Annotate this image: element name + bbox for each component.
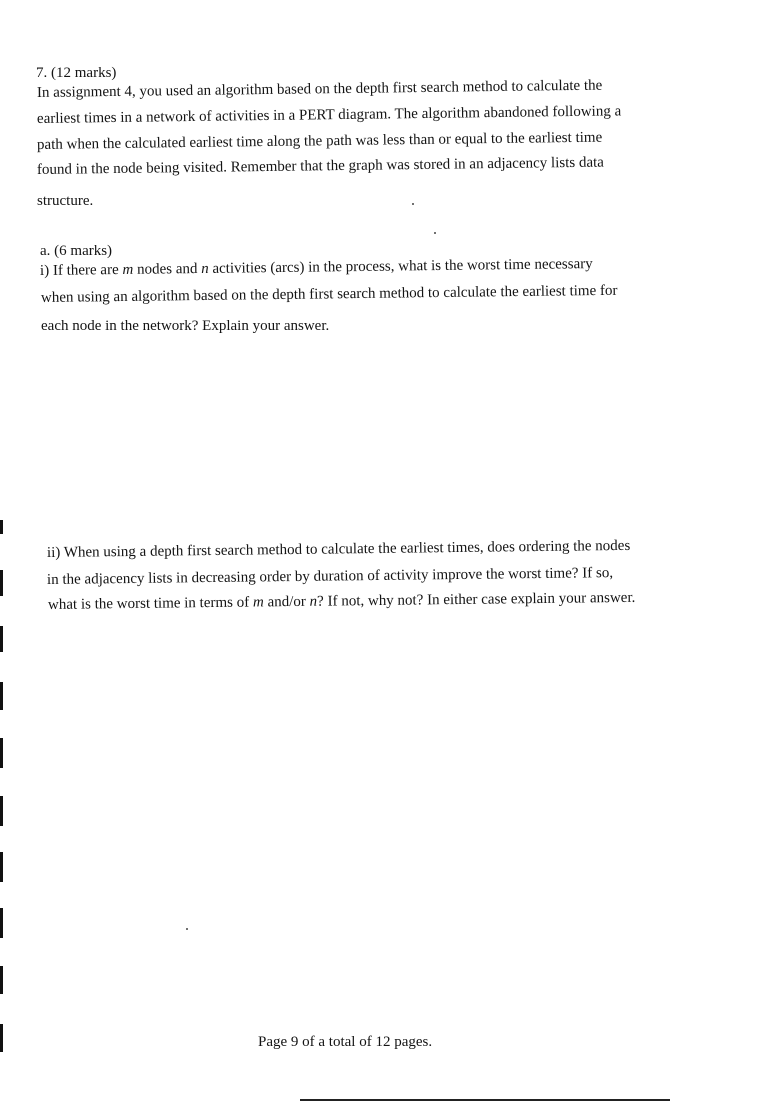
part-i-line: each node in the network? Explain your answer. [41,318,330,334]
scan-speck [434,232,436,234]
part-a-heading: a. (6 marks) [40,243,113,259]
binding-mark [0,796,3,826]
binding-mark [0,1024,3,1052]
part-i-line: when using an algorithm based on the depth first search method to calculate the earliest time for [40,282,618,306]
scan-speck [186,928,188,930]
binding-mark [0,520,3,534]
footer-rule [300,1099,670,1101]
binding-mark [0,682,3,710]
binding-mark [0,852,3,882]
part-i-line: i) If there are m nodes and n activities (arcs) in the process, what is the worst time necessary [39,256,593,279]
binding-mark [0,966,3,994]
question-heading: 7. (12 marks) [36,65,117,81]
binding-mark [0,908,3,938]
intro-line: path when the calculated earliest time along the path was less than or equal to the earliest time [36,129,603,153]
part-ii-line: ii) When using a depth first search method to calculate the earliest times, does ordering the nodes [46,537,631,561]
binding-mark [0,570,3,596]
intro-line: found in the node being visited. Remember that the graph was stored in an adjacency lists data [36,154,604,178]
part-ii-line: in the adjacency lists in decreasing order by duration of activity improve the worst time? If so, [46,565,614,588]
intro-line: structure. [37,193,94,209]
part-ii-line: what is the worst time in terms of m and/or n? If not, why not? In either case explain your answer. [47,589,636,613]
page-footer: Page 9 of a total of 12 pages. [258,1034,433,1050]
intro-line: In assignment 4, you used an algorithm based on the depth first search method to calculate the [36,77,603,101]
scan-speck [412,203,414,205]
intro-line: earliest times in a network of activities in a PERT diagram. The algorithm abandoned following a [36,103,622,127]
binding-mark [0,626,3,652]
binding-mark [0,738,3,768]
